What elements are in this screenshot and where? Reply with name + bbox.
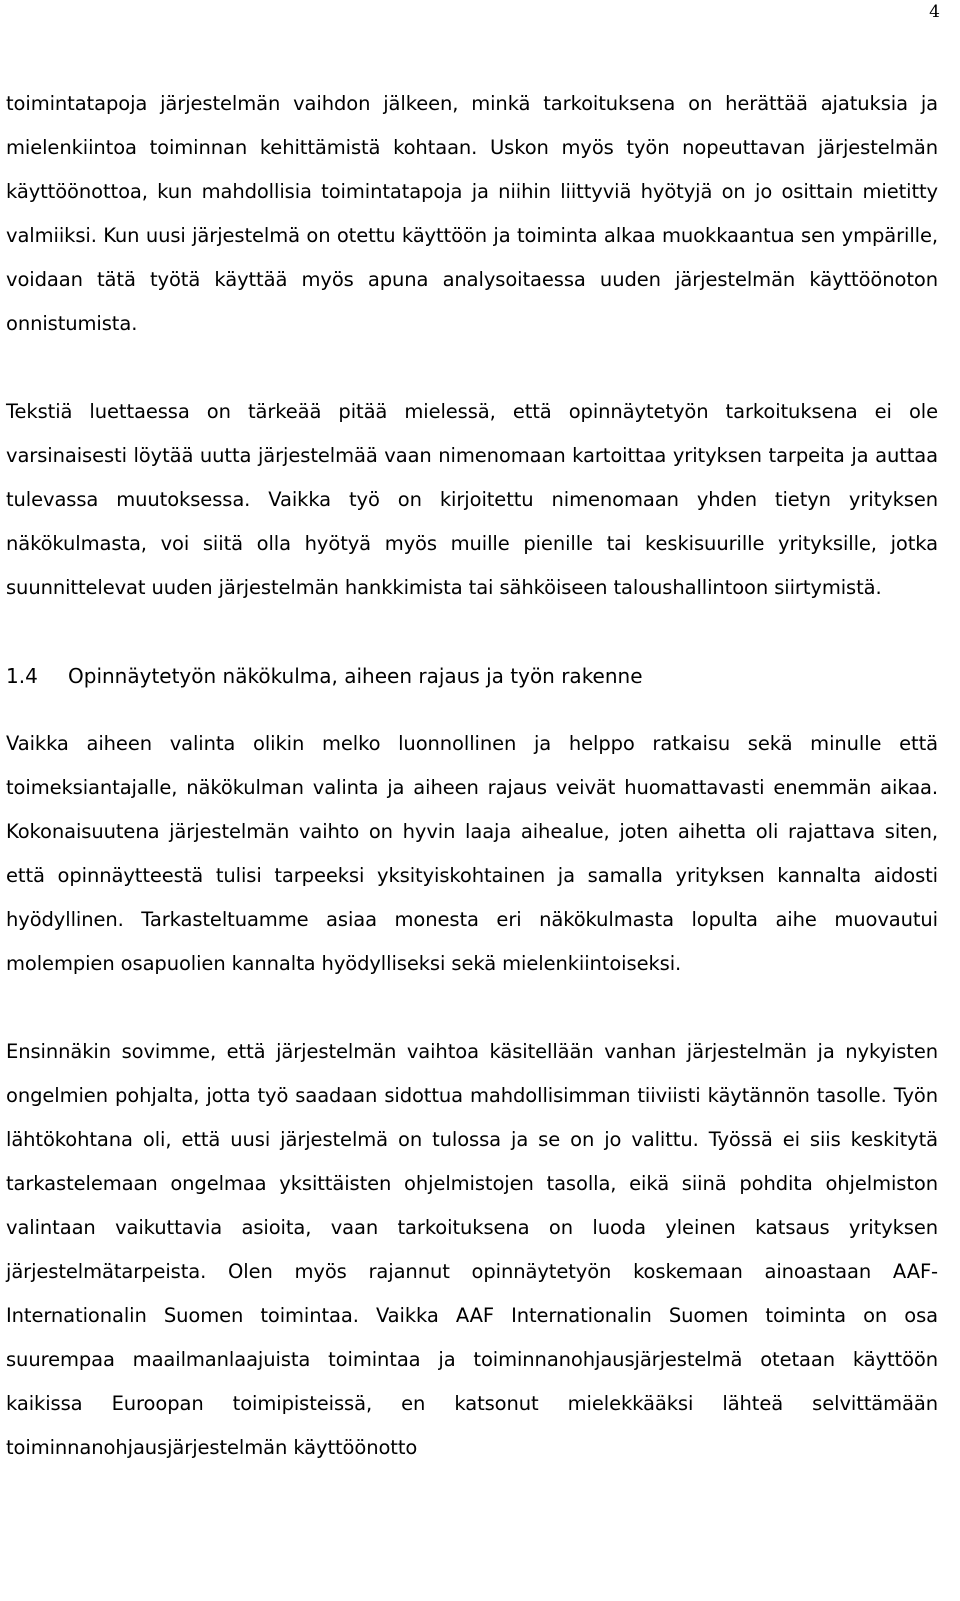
paragraph-spacer (6, 986, 938, 1030)
paragraph-3: Vaikka aiheen valinta olikin melko luonnollinen ja helppo ratkaisu sekä minulle että toimeksiantajalle, näkökulman valinta ja aiheen rajaus veivät huomattavasti enemmän aikaa. Kokonaisuutena järjestelmän vaihto on hyvin laaja aihealue, joten aihetta oli rajattava siten, että opinnäytteestä tulisi tarpeeksi yksityiskohtainen ja samalla yrityksen kannalta aidosti hyödyllinen. Tarkasteltuamme asiaa monesta eri näkökulmasta lopulta aihe muovautui molempien osapuolien kannalta hyödylliseksi sekä mielenkiintoiseksi. (6, 732, 938, 975)
section-heading (6, 654, 938, 698)
heading-spacer (6, 698, 938, 722)
section-number: 1.4 (6, 664, 38, 688)
section-title: Opinnäytetyön näkökulma, aiheen rajaus ja työn rakenne (68, 664, 643, 688)
paragraph-2: Tekstiä luettaessa on tärkeää pitää mielessä, että opinnäytetyön tarkoituksena ei ole varsinaisesti löytää uutta järjestelmää vaan nimenomaan kartoittaa yrityksen tarpeita ja auttaa tulevassa muutoksessa. Vaikka työ on kirjoitettu nimenomaan yhden tietyn yrityksen näkökulmasta, voi siitä olla hyötyä myös muille pienille tai keskisuurille yrityksille, jotka suunnittelevat uuden järjestelmän hankkimista tai sähköiseen taloushallintoon siirtymistä. (6, 400, 938, 599)
paragraph-spacer (6, 610, 938, 654)
paragraph-1: toimintatapoja järjestelmän vaihdon jälkeen, minkä tarkoituksena on herättää ajatuksia ja mielenkiintoa toiminnan kehittämistä kohtaan. Uskon myös työn nopeuttavan järjestelmän käyttöönottoa, kun mahdollisia toimintatapoja ja niihin liittyviä hyötyjä on jo osittain mietitty valmiiksi. Kun uusi järjestelmä on otettu käyttöön ja toiminta alkaa muokkaantua sen ympärille, voidaan tätä työtä käyttää myös apuna analysoitaessa uuden järjestelmän käyttöönoton onnistumista. (6, 92, 938, 335)
page-number: 4 (929, 2, 940, 22)
paragraph-4: Ensinnäkin sovimme, että järjestelmän vaihtoa käsitellään vanhan järjestelmän ja nykyisten ongelmien pohjalta, jotta työ saadaan sidottua mahdollisimman tiiviisti käytännön tasolle. Työn lähtökohtana oli, että uusi järjestelmä on tulossa ja se on jo valittu. Työssä ei siis keskitytä tarkastelemaan ongelmaa yksittäisten ohjelmistojen tasolla, eikä siinä pohdita ohjelmiston valintaan vaikuttavia asioita, vaan tarkoituksena on luoda yleinen katsaus yrityksen järjestelmätarpeista. Olen myös rajannut opinnäytetyön koskemaan ainoastaan AAF-Internationalin Suomen toimintaa. Vaikka AAF Internationalin Suomen toiminta on osa suurempaa maailmanlaajuista toimintaa ja toiminnanohjausjärjestelmä otetaan käyttöön kaikissa Euroopan toimipisteissä, en katsonut mielekkääksi lähteä selvittämään toiminnanohjausjärjestelmän käyttöönotto (6, 1040, 938, 1459)
document-body (6, 82, 938, 1470)
paragraph-spacer (6, 346, 938, 390)
